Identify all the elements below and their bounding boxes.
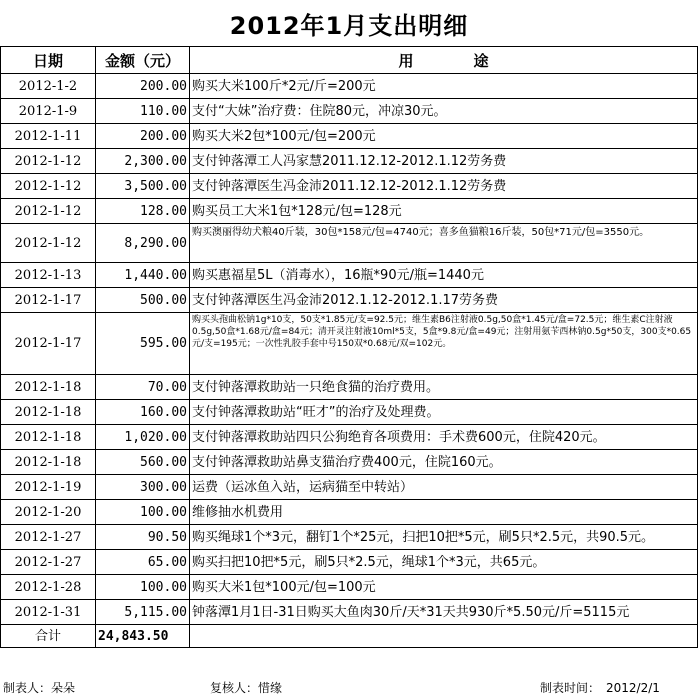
table-row xyxy=(1,600,698,625)
row-purpose: 支付钟落潭工人冯家慧2011.12.12-2012.1.12劳务费 xyxy=(190,149,698,174)
table-row xyxy=(1,425,698,450)
row-date: 2012-1-12 xyxy=(1,199,96,224)
table-row xyxy=(1,575,698,600)
page-title: 2012年1月支出明细 xyxy=(229,11,469,40)
row-amount: 560.00 xyxy=(96,450,190,475)
table-row xyxy=(1,475,698,500)
row-purpose: 支付钟落潭医生冯金沛2011.12.12-2012.1.12劳务费 xyxy=(190,174,698,199)
row-amount: 595.00 xyxy=(96,313,190,375)
row-amount: 300.00 xyxy=(96,475,190,500)
header-date: 日期 xyxy=(1,47,96,74)
row-purpose: 购买绳球1个*3元，翻钉1个*25元，扫把10把*5元，刷5只*2.5元，共90.5元。 xyxy=(190,525,698,550)
row-amount: 200.00 xyxy=(96,124,190,149)
row-date: 2012-1-31 xyxy=(1,600,96,625)
row-amount: 500.00 xyxy=(96,288,190,313)
total-empty-cell xyxy=(190,625,698,648)
table-row xyxy=(1,500,698,525)
row-purpose: 支付钟落潭救助站“旺才”的治疗及处理费。 xyxy=(190,400,698,425)
row-amount: 1,440.00 xyxy=(96,263,190,288)
row-date: 2012-1-19 xyxy=(1,475,96,500)
row-date: 2012-1-11 xyxy=(1,124,96,149)
row-date: 2012-1-12 xyxy=(1,174,96,199)
row-purpose: 支付钟落潭救助站四只公狗绝育各项费用：手术费600元，住院420元。 xyxy=(190,425,698,450)
table-row xyxy=(1,149,698,174)
table-row xyxy=(1,224,698,263)
row-date: 2012-1-18 xyxy=(1,425,96,450)
total-amount: 24,843.50 xyxy=(96,625,190,648)
row-date: 2012-1-18 xyxy=(1,375,96,400)
row-amount: 128.00 xyxy=(96,199,190,224)
reviewer-label: 复核人：惜缘 xyxy=(210,681,283,695)
row-purpose: 购买扫把10把*5元，刷5只*2.5元，绳球1个*3元，共65元。 xyxy=(190,550,698,575)
row-amount: 5,115.00 xyxy=(96,600,190,625)
row-date: 2012-1-13 xyxy=(1,263,96,288)
row-date: 2012-1-28 xyxy=(1,575,96,600)
row-amount: 2,300.00 xyxy=(96,149,190,174)
row-date: 2012-1-12 xyxy=(1,224,96,263)
row-purpose: 维修抽水机费用 xyxy=(190,500,698,525)
row-date: 2012-1-17 xyxy=(1,288,96,313)
footer xyxy=(0,674,698,696)
row-purpose: 购买惠福星5L（消毒水），16瓶*90元/瓶=1440元 xyxy=(190,263,698,288)
row-date: 2012-1-12 xyxy=(1,149,96,174)
table-row xyxy=(1,375,698,400)
preparer-label: 制表人：朵朵 xyxy=(3,681,76,695)
prepared-date: 制表时间： 2012/2/1 xyxy=(540,681,660,695)
row-amount: 110.00 xyxy=(96,99,190,124)
row-amount: 90.50 xyxy=(96,525,190,550)
row-amount: 8,290.00 xyxy=(96,224,190,263)
row-amount: 100.00 xyxy=(96,500,190,525)
table-row xyxy=(1,450,698,475)
table-row xyxy=(1,74,698,99)
row-amount: 200.00 xyxy=(96,74,190,99)
row-date: 2012-1-27 xyxy=(1,550,96,575)
row-amount: 100.00 xyxy=(96,575,190,600)
row-amount: 1,020.00 xyxy=(96,425,190,450)
table-row xyxy=(1,313,698,375)
row-purpose: 购买大米2包*100元/包=200元 xyxy=(190,124,698,149)
table-row xyxy=(1,550,698,575)
row-purpose: 支付钟落潭救助站鼻支猫治疗费400元，住院160元。 xyxy=(190,450,698,475)
row-purpose: 支付“大妹”治疗费：住院80元，冲凉30元。 xyxy=(190,99,698,124)
header-amount: 金额（元） xyxy=(96,47,190,74)
row-purpose: 购买员工大米1包*128元/包=128元 xyxy=(190,199,698,224)
table-row xyxy=(1,174,698,199)
table-row xyxy=(1,124,698,149)
table-header-row xyxy=(1,47,698,74)
row-purpose: 购买大米100斤*2元/斤=200元 xyxy=(190,74,698,99)
row-date: 2012-1-18 xyxy=(1,450,96,475)
row-purpose: 钟落潭1月1日-31日购买大鱼肉30斤/天*31天共930斤*5.50元/斤=5115元 xyxy=(190,600,698,625)
row-purpose: 购买大米1包*100元/包=100元 xyxy=(190,575,698,600)
row-purpose: 运费（运冰鱼入站，运病猫至中转站） xyxy=(190,475,698,500)
row-amount: 3,500.00 xyxy=(96,174,190,199)
row-date: 2012-1-9 xyxy=(1,99,96,124)
row-amount: 160.00 xyxy=(96,400,190,425)
table-row xyxy=(1,99,698,124)
row-date: 2012-1-17 xyxy=(1,313,96,375)
row-date: 2012-1-18 xyxy=(1,400,96,425)
row-date: 2012-1-2 xyxy=(1,74,96,99)
header-purpose: 用 途 xyxy=(190,47,698,74)
table-row xyxy=(1,263,698,288)
table-row xyxy=(1,288,698,313)
row-amount: 65.00 xyxy=(96,550,190,575)
row-date: 2012-1-27 xyxy=(1,525,96,550)
table-row xyxy=(1,199,698,224)
row-amount: 70.00 xyxy=(96,375,190,400)
table-row xyxy=(1,400,698,425)
table-row xyxy=(1,525,698,550)
total-row xyxy=(1,625,698,648)
row-purpose: 支付钟落潭医生冯金沛2012.1.12-2012.1.17劳务费 xyxy=(190,288,698,313)
row-purpose: 购买头孢曲松钠1g*10支，50支*1.85元/支=92.5元；维生素B6注射液0.5g,50盒*1.45元/盒=72.5元；维生素C注射液0.5g,50盒*1.68元/盒=84元；清开灵注射液10ml*5支，5盒*9.8元/盒=49元；注射用氨苄西林钠0.5g*50支，300支*0.65元/支=195元；一次性乳胶手套中号150双*0.68元/双=102元。 xyxy=(190,313,698,375)
expense-table xyxy=(0,46,698,648)
row-purpose: 支付钟落潭救助站一只绝食猫的治疗费用。 xyxy=(190,375,698,400)
row-date: 2012-1-20 xyxy=(1,500,96,525)
row-purpose: 购买澳丽得幼犬粮40斤装，30包*158元/包=4740元；喜多鱼猫粮16斤装，50包*71元/包=3550元。 xyxy=(190,224,698,263)
total-label: 合计 xyxy=(1,625,96,648)
